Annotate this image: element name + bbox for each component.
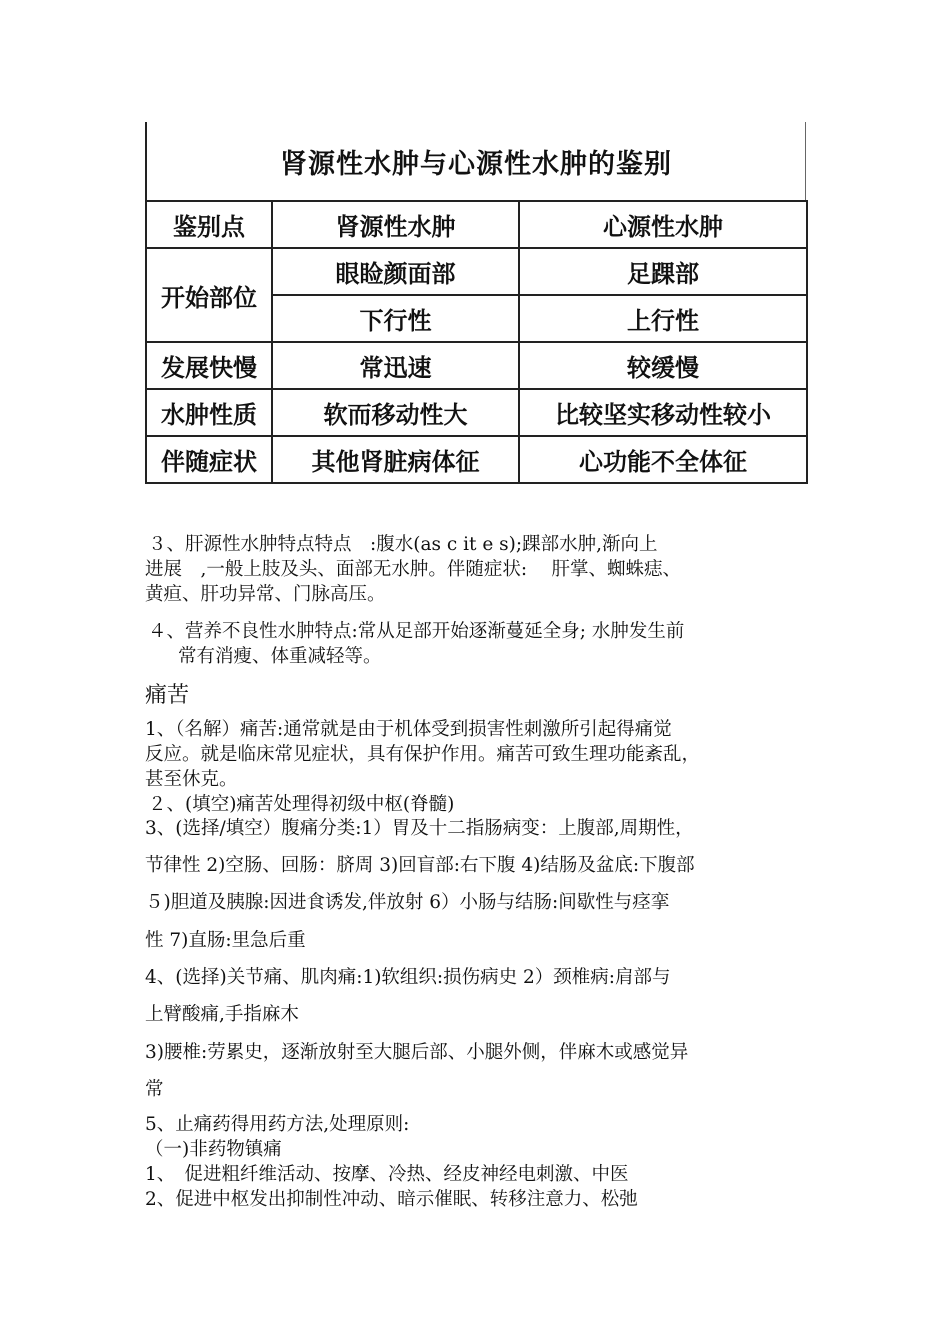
table-cell: 其他肾脏病体征 bbox=[272, 436, 519, 483]
table-row bbox=[146, 248, 807, 295]
edema-comparison-table bbox=[145, 122, 806, 484]
paragraph-line: ４、营养不良性水肿特点:常从足部开始逐渐蔓延全身; 水肿发生前 bbox=[148, 621, 685, 642]
section-heading: 痛苦 bbox=[145, 683, 190, 708]
table-cell: 较缓慢 bbox=[519, 342, 807, 389]
paragraph-line: ５)胆道及胰腺:因进食诱发,伴放射 6）小肠与结肠:间歇性与痉挛 bbox=[145, 892, 670, 913]
paragraph-line: 常有消瘦、体重减轻等。 bbox=[178, 646, 382, 667]
paragraph-line: 1、（名解）痛苦:通常就是由于机体受到损害性刺激所引起得痛觉 bbox=[145, 719, 672, 740]
list-item: 1、 促进粗纤维活动、按摩、冷热、经皮神经电刺激、中医 bbox=[145, 1164, 629, 1185]
table-cell: 心功能不全体征 bbox=[519, 436, 807, 483]
table-cell: 常迅速 bbox=[272, 342, 519, 389]
paragraph-line: 3、(选择/填空）腹痛分类:1）胃及十二指肠病变：上腹部,周期性， bbox=[145, 818, 694, 839]
table-row bbox=[146, 436, 807, 483]
paragraph-line: 常 bbox=[145, 1079, 164, 1100]
paragraph-line: 反应。就是临床常见症状，具有保护作用。痛苦可致生理功能紊乱， bbox=[145, 744, 701, 765]
table-title: 肾源性水肿与心源性水肿的鉴别 bbox=[145, 122, 806, 200]
paragraph-line: 上臂酸痛,手指麻木 bbox=[145, 1004, 299, 1025]
table-cell: 上行性 bbox=[519, 295, 807, 342]
header-cell: 鉴别点 bbox=[146, 201, 272, 248]
paragraph-line: 5、止痛药得用药方法,处理原则: bbox=[145, 1114, 410, 1135]
table-row bbox=[146, 389, 807, 436]
paragraph-line: 进展 ,一般上肢及头、面部无水肿。伴随症状: 肝掌、蜘蛛痣、 bbox=[145, 559, 681, 580]
table-cell: 软而移动性大 bbox=[272, 389, 519, 436]
paragraph-line: 节律性 2)空肠、回肠：脐周 3)回盲部:右下腹 4)结肠及盆底:下腹部 bbox=[145, 855, 695, 876]
table-cell: 比较坚实移动性较小 bbox=[519, 389, 807, 436]
header-cell: 肾源性水肿 bbox=[272, 201, 519, 248]
paragraph-line: （一)非药物镇痛 bbox=[145, 1139, 282, 1160]
table-header-row bbox=[146, 201, 807, 248]
paragraph-line: 黄疸、肝功异常、门脉高压。 bbox=[145, 584, 386, 605]
paragraph-line: 3)腰椎:劳累史，逐渐放射至大腿后部、小腿外侧，伴麻木或感觉异 bbox=[145, 1042, 689, 1063]
paragraph-line: ３、肝源性水肿特点特点 :腹水(as c it e s);踝部水肿,渐向上 bbox=[148, 534, 658, 555]
table-row bbox=[146, 342, 807, 389]
header-cell: 心源性水肿 bbox=[519, 201, 807, 248]
paragraph-line: 甚至休克。 bbox=[145, 769, 238, 790]
row-label: 伴随症状 bbox=[146, 436, 272, 483]
row-label: 水肿性质 bbox=[146, 389, 272, 436]
comparison-grid bbox=[145, 200, 808, 484]
row-label: 开始部位 bbox=[146, 248, 272, 342]
table-cell: 眼睑颜面部 bbox=[272, 248, 519, 295]
row-label: 发展快慢 bbox=[146, 342, 272, 389]
list-item: 2、促进中枢发出抑制性冲动、暗示催眠、转移注意力、松弛 bbox=[145, 1189, 638, 1210]
paragraph-line: ２、(填空)痛苦处理得初级中枢(脊髓) bbox=[148, 794, 455, 815]
table-cell: 下行性 bbox=[272, 295, 519, 342]
paragraph-line: 4、(选择)关节痛、肌肉痛:1)软组织:损伤病史 2）颈椎病:肩部与 bbox=[145, 967, 671, 988]
table-cell: 足踝部 bbox=[519, 248, 807, 295]
paragraph-line: 性 7)直肠:里急后重 bbox=[145, 930, 306, 951]
